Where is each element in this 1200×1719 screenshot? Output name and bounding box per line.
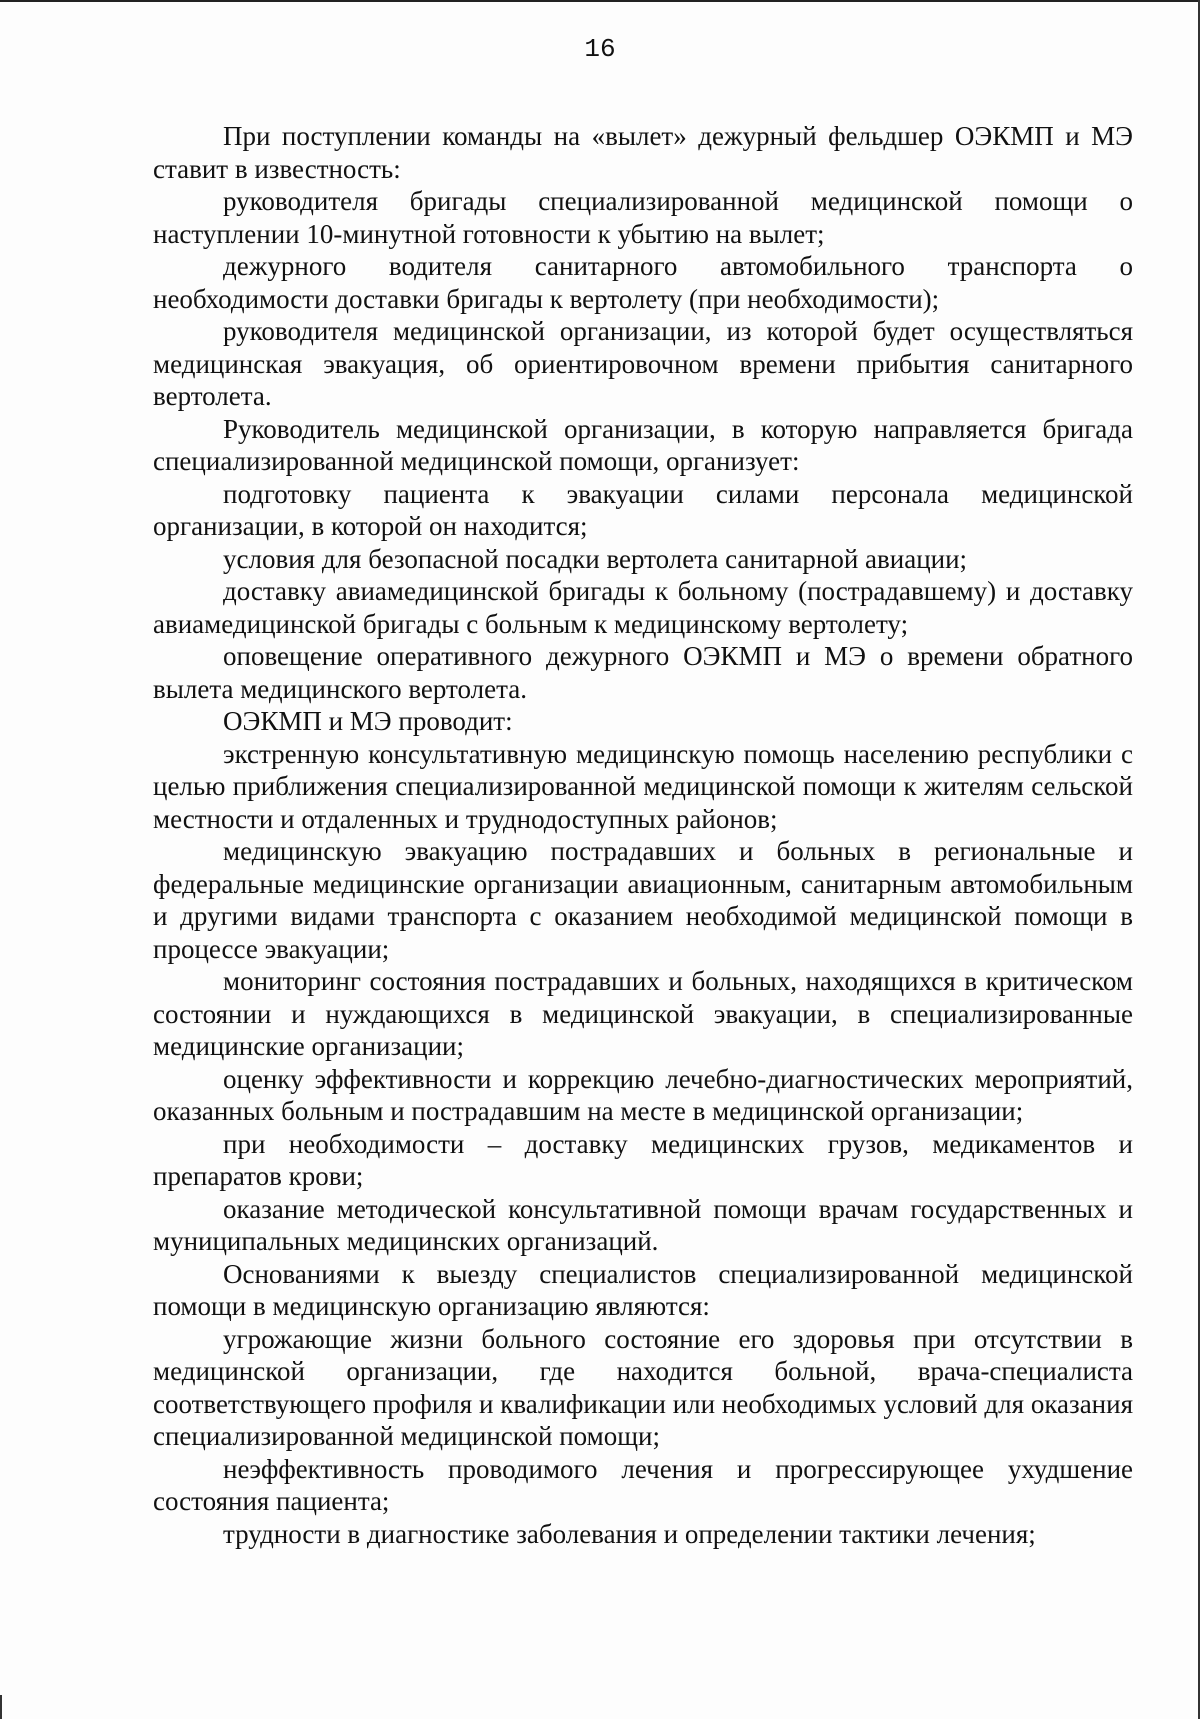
paragraph: руководителя бригады специализированной медицинской помощи о наступлении 10-минутной готовности к убытию на вылет; bbox=[153, 186, 1133, 249]
page-number: 16 bbox=[584, 34, 616, 64]
paragraph: доставку авиамедицинской бригады к больному (пострадавшему) и доставку авиамедицинской бригады с больным к медицинскому вертолету; bbox=[153, 576, 1133, 639]
paragraph: руководителя медицинской организации, из которой будет осуществляться медицинская эвакуация, об ориентировочном времени прибытия санитарного вертолета. bbox=[153, 316, 1133, 411]
paragraph: трудности в диагностике заболевания и определении тактики лечения; bbox=[223, 1518, 1036, 1549]
scan-edge-top bbox=[0, 0, 1200, 2]
paragraph: При поступлении команды на «вылет» дежурный фельдшер ОЭКМП и МЭ ставит в известность: bbox=[153, 121, 1133, 184]
paragraph: медицинскую эвакуацию пострадавших и больных в региональные и федеральные медицинские организации авиационным, санитарным автомобильным и другими видами транспорта с оказанием необходимой медицинской помощи в процессе эвакуации; bbox=[153, 836, 1133, 964]
paragraph: Основаниями к выезду специалистов специализированной медицинской помощи в медицинскую организацию являются: bbox=[153, 1258, 1133, 1321]
paragraph: подготовку пациента к эвакуации силами персонала медицинской организации, в которой он находится; bbox=[153, 478, 1133, 541]
paragraph: экстренную консультативную медицинскую помощь населению республики с целью приближения специализированной медицинской помощи к жителям сельской местности и отдаленных и труднодоступных районов; bbox=[153, 738, 1133, 834]
paragraph: мониторинг состояния пострадавших и больных, находящихся в критическом состоянии и нуждающихся в медицинской эвакуации, в специализированные медицинские организации; bbox=[153, 966, 1133, 1061]
paragraph: неэффективность проводимого лечения и прогрессирующее ухудшение состояния пациента; bbox=[153, 1453, 1133, 1516]
document-body bbox=[153, 120, 1133, 1550]
paragraph: дежурного водителя санитарного автомобильного транспорта о необходимости доставки бригады к вертолету (при необходимости); bbox=[153, 251, 1133, 314]
paragraph: оценку эффективности и коррекцию лечебно-диагностических мероприятий, оказанных больным и пострадавшим на месте в медицинской организации; bbox=[153, 1063, 1133, 1126]
paragraph: Руководитель медицинской организации, в которую направляется бригада специализированной медицинской помощи, организует: bbox=[153, 413, 1133, 476]
paragraph: оповещение оперативного дежурного ОЭКМП и МЭ о времени обратного вылета медицинского вертолета. bbox=[153, 641, 1133, 704]
paragraph: условия для безопасной посадки вертолета санитарной авиации; bbox=[223, 543, 968, 574]
scan-edge-left-mark bbox=[0, 1695, 2, 1719]
paragraph: угрожающие жизни больного состояние его здоровья при отсутствии в медицинской организации, где находится больной, врача-специалиста соответствующего профиля и квалификации или необходимых условий для оказания специализированной медицинской помощи; bbox=[153, 1323, 1133, 1451]
paragraph: оказание методической консультативной помощи врачам государственных и муниципальных медицинских организаций. bbox=[153, 1193, 1133, 1256]
paragraph: при необходимости – доставку медицинских грузов, медикаментов и препаратов крови; bbox=[153, 1128, 1133, 1191]
paragraph: ОЭКМП и МЭ проводит: bbox=[223, 706, 513, 736]
